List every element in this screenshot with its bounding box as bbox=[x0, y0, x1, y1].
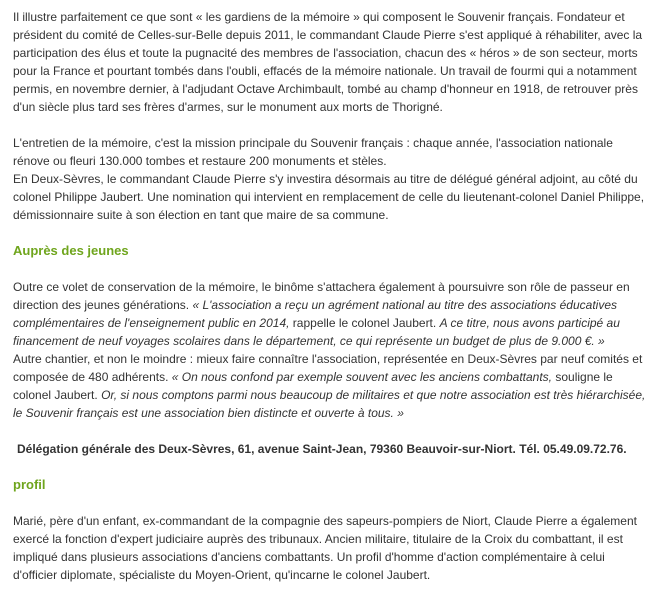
section-heading-jeunes: Auprès des jeunes bbox=[13, 243, 129, 258]
mission-paragraph bbox=[13, 134, 649, 224]
jeunes-text-1: Outre ce volet de conservation de la mémoire, le binôme s'attachera également à poursuivre son rôle de passeur en direction des jeunes générations. bbox=[13, 280, 630, 312]
jeunes-quote-2: A ce titre, nous avons participé au financement de neuf voyages scolaires dans le département, ce qui représente un budget de plus de 9.000 €. » bbox=[13, 316, 620, 348]
chantier-text-2: souligne le colonel Jaubert. bbox=[13, 370, 613, 402]
jeunes-paragraph bbox=[13, 278, 649, 422]
profil-paragraph: Marié, père d'un enfant, ex-commandant de la compagnie des sapeurs-pompiers de Niort, Claude Pierre a également exercé la fonction d'expert judiciaire auprès des tribunaux. Ancien militaire, titulaire de la Croix du combattant, il est impliqué dans plusieurs associations d'anciens combattants. Un profil d'homme d'action complémentaire à celui d'officier diplomate, spécialiste du Moyen-Orient, qu'incarne le colonel Jaubert. bbox=[13, 514, 637, 582]
chantier-quote-2: Or, si nous comptons parmi nous beaucoup de militaires et que notre association est très hiérarchisée, le Souvenir français est une association bien distincte et ouverte à tous. » bbox=[13, 388, 646, 420]
jeunes-quote-1: « L'association a reçu un agrément national au titre des associations éducatives complémentaires de l'enseignement public en 2014, bbox=[13, 298, 617, 330]
chantier-text-1: Autre chantier, et non le moindre : mieux faire connaître l'association, représentée en Deux-Sèvres par neuf comités et composée de 480 adhérents. bbox=[13, 352, 643, 384]
nomination-text: En Deux-Sèvres, le commandant Claude Pierre s'y investira désormais au titre de délégué général adjoint, au côté du colonel Philippe Jaubert. Une nomination qui intervient en remplacement de celle du lieutenant-colonel Daniel Philippe, démissionnaire suite à son élection en tant que maire de sa commune. bbox=[13, 172, 645, 222]
chantier-quote-1: « On nous confond par exemple souvent avec les anciens combattants, bbox=[171, 370, 553, 384]
jeunes-text-2: rappelle le colonel Jaubert. bbox=[289, 316, 440, 330]
address-line: Délégation générale des Deux-Sèvres, 61, avenue Saint-Jean, 79360 Beauvoir-sur-Niort. Tél. 05.49.09.72.76. bbox=[17, 442, 627, 456]
intro-paragraph: Il illustre parfaitement ce que sont « les gardiens de la mémoire » qui composent le Souvenir français. Fondateur et président du comité de Celles-sur-Belle depuis 2011, le commandant Claude Pierre s'est appliqué à réhabiliter, avec la participation des élus et toute la pugnacité des membres de l'association, chacun des « héros » de son secteur, morts pour la France et pourtant tombés dans l'oubli, effacés de la mémoire nationale. Un travail de fourmi qui a notamment permis, en novembre dernier, à l'adjudant Octave Archimbault, tombé au champ d'honneur en 1918, de retrouver près d'un siècle plus tard ses frères d'armes, sur le monument aux morts de Thorigné. bbox=[13, 10, 643, 114]
section-heading-profil: profil bbox=[13, 477, 46, 492]
mission-text: L'entretien de la mémoire, c'est la mission principale du Souvenir français : chaque année, l'association nationale rénove ou fleuri 130.000 tombes et restaure 200 monuments et stèles. bbox=[13, 136, 613, 168]
